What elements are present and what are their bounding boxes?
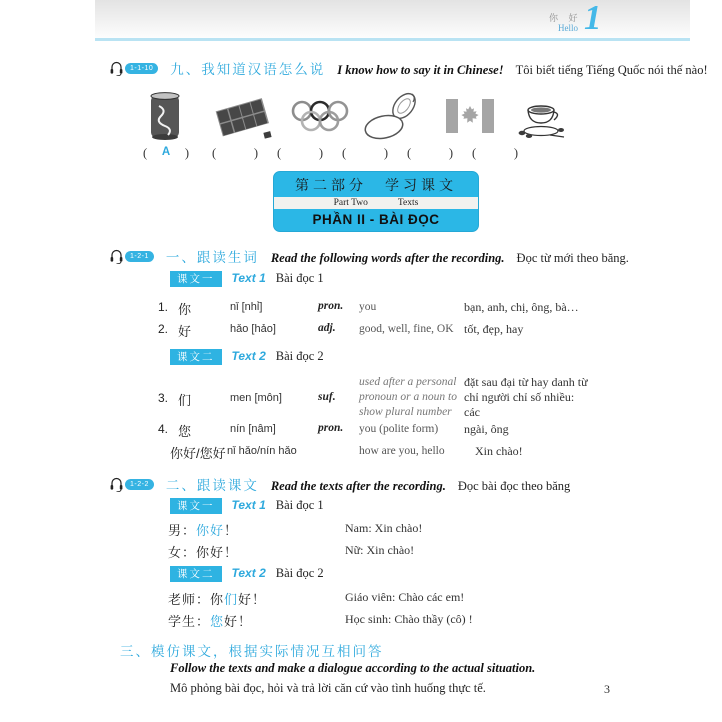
speaker: 女：: [168, 545, 197, 560]
dialogue-line: [168, 611, 473, 631]
vocab-hanzi: 您: [178, 424, 192, 439]
exercise9-heading: [110, 58, 708, 78]
text2-en: Text 2: [231, 349, 266, 363]
vocab-en: you (polite form): [359, 423, 439, 435]
speaker: 学生：: [168, 614, 211, 629]
text1-label: [170, 271, 324, 287]
text2-label: [170, 566, 324, 582]
vocab-hanzi: 你好/您好: [170, 446, 226, 461]
answer-blank-4: [339, 146, 391, 161]
speaker: 男：: [168, 523, 197, 538]
text2-vi: Bài đọc 2: [275, 566, 324, 580]
answer-blank-5: [404, 146, 456, 161]
vocab-pinyin: men [môn]: [230, 392, 282, 404]
text1-en: Text 1: [231, 271, 266, 285]
vocab-pos: pron.: [318, 300, 344, 312]
dialogue-line: [168, 520, 423, 540]
vocab-hanzi: 好: [178, 324, 192, 339]
section1-title-vi: Đọc từ mới theo băng.: [516, 251, 629, 265]
vocab-pinyin: nín [nâm]: [230, 423, 276, 435]
section1-title-en: Read the following words after the recording.: [270, 251, 505, 265]
translation: Nam: Xin chào!: [345, 521, 423, 535]
exercise9-title-vi: Tôi biết tiếng Tiếng Quốc nói thế nào!: [515, 63, 708, 77]
text2-badge: 课文二: [170, 566, 222, 582]
line-post: ！: [224, 523, 239, 538]
vocab-en: you: [359, 301, 377, 313]
vocab-num: 2.: [158, 322, 169, 336]
vocab-pos: adj.: [318, 322, 336, 334]
section2-title-cn: 二、跟读课文: [165, 478, 259, 493]
paren: ): [383, 146, 388, 160]
text1-badge: 课文一: [170, 271, 222, 287]
vocab-pinyin: hǎo [hảo]: [230, 323, 276, 335]
vocab-pinyin: nǐ hǎo/nín hǎo: [227, 445, 297, 457]
vocab-vi: ngài, ông: [464, 422, 509, 436]
section2-heading: [110, 474, 570, 494]
text1-badge: 课文一: [170, 498, 222, 514]
translation: Nữ: Xin chào!: [345, 543, 415, 557]
translation: Học sinh: Chào thầy (cô) !: [345, 612, 473, 626]
section2-title-en: Read the texts after the recording.: [270, 479, 446, 493]
line-highlight: 你好: [196, 523, 225, 538]
headset-icon: [110, 476, 123, 492]
paren: ): [448, 146, 453, 160]
paren: (: [342, 146, 347, 160]
vocab-num: 4.: [158, 422, 169, 436]
text1-vi: Bài đọc 1: [275, 271, 324, 285]
vocab-pinyin: nǐ [nhỉ]: [230, 301, 263, 313]
audio-track-badge: 1-2-2: [125, 479, 154, 490]
text1-en: Text 1: [231, 498, 266, 512]
vocab-vi: tốt, đẹp, hay: [464, 322, 524, 336]
audio-chip: [110, 476, 154, 492]
coffee-cup-image: [514, 94, 566, 140]
text1-vi: Bài đọc 1: [275, 498, 324, 512]
vocab-vi: bạn, anh, chị, ông, bà…: [464, 300, 579, 314]
page-number: 3: [604, 682, 610, 696]
headset-icon: [110, 60, 123, 76]
paren: ): [318, 146, 323, 160]
audio-track-badge: 1-2-1: [125, 251, 154, 262]
line-post: 好！: [238, 592, 267, 607]
section3-title-cn: 三、模仿课文，根据实际情况互相问答: [120, 644, 384, 659]
part-title-vi: PHẦN II - BÀI ĐỌC: [312, 212, 440, 227]
answer-blank-2: [209, 146, 261, 161]
headset-icon: [110, 248, 123, 264]
answer-blank-3: [274, 146, 326, 161]
paren: ): [513, 146, 518, 160]
line-pre: 你好！: [196, 545, 239, 560]
answer-letter: A: [161, 146, 171, 158]
vocab-en: used after a personal pronoun or a noun to show plural number: [359, 376, 457, 418]
vocab-num: 1.: [158, 300, 169, 314]
part-title-en-right: Texts: [397, 198, 419, 208]
answer-blank-1: [140, 146, 192, 161]
lesson-title-english: Hello: [558, 23, 578, 33]
vocab-vi: đặt sau đại từ hay danh từ chỉ người chỉ số nhiều: các: [464, 375, 588, 419]
vocab-num: 3.: [158, 391, 169, 405]
text2-badge: 课文二: [170, 349, 222, 365]
canada-flag-image: [446, 98, 494, 134]
section1-heading: [110, 246, 629, 266]
dialogue-line: [168, 542, 415, 562]
part-title-cn: 第二部分 学习课文: [295, 177, 457, 193]
paren: ): [253, 146, 258, 160]
part-title-en: [274, 197, 478, 209]
olympic-rings-image: [290, 97, 350, 137]
vocab-hanzi: 你: [178, 302, 192, 317]
line-highlight: 您: [210, 614, 225, 629]
paren: (: [472, 146, 477, 160]
section3-title-en: Follow the texts and make a dialogue according to the actual situation.: [170, 661, 536, 675]
vocab-pos: suf.: [318, 391, 336, 403]
mango-image: [362, 90, 422, 142]
vocab-en: how are you, hello: [359, 445, 445, 457]
chapter-number: 1: [584, 0, 602, 37]
translation: Giáo viên: Chào các em!: [345, 590, 465, 604]
section1-title-cn: 一、跟读生词: [165, 250, 259, 265]
section3-title-vi: Mô phỏng bài đọc, hỏi và trả lời căn cứ vào tình huống thực tế.: [170, 681, 486, 695]
section2-title-vi: Đọc bài đọc theo băng: [457, 479, 571, 493]
part-title-en-left: Part Two: [333, 198, 368, 208]
line-post: 好！: [224, 614, 253, 629]
lesson-title-hanzi: 你 好: [549, 13, 582, 23]
line-pre: 你: [210, 592, 225, 607]
audio-chip: [110, 60, 158, 76]
paren: ): [184, 146, 189, 160]
text2-en: Text 2: [231, 566, 266, 580]
answer-blank-6: [469, 146, 521, 161]
line-highlight: 们: [224, 592, 239, 607]
vocab-pos: pron.: [318, 422, 344, 434]
audio-chip: [110, 248, 154, 264]
text1-label: [170, 498, 324, 514]
vocab-hanzi: 们: [178, 393, 192, 408]
paren: (: [143, 146, 148, 160]
dialogue-line: [168, 589, 465, 609]
audio-track-badge: 1-1-10: [125, 63, 158, 74]
part-two-banner: [273, 171, 479, 232]
exercise9-title-cn: 九、我知道汉语怎么说: [170, 62, 326, 77]
vocab-vi: Xin chào!: [475, 444, 523, 458]
paren: (: [407, 146, 412, 160]
speaker: 老师：: [168, 592, 211, 607]
text2-vi: Bài đọc 2: [275, 349, 324, 363]
exercise9-title-en: I know how to say it in Chinese!: [337, 63, 504, 77]
paren: (: [277, 146, 282, 160]
chocolate-bar-image: [212, 96, 274, 140]
text2-label: [170, 349, 324, 365]
paren: (: [212, 146, 217, 160]
cola-can-image: [148, 90, 182, 142]
vocab-en: good, well, fine, OK: [359, 323, 454, 335]
